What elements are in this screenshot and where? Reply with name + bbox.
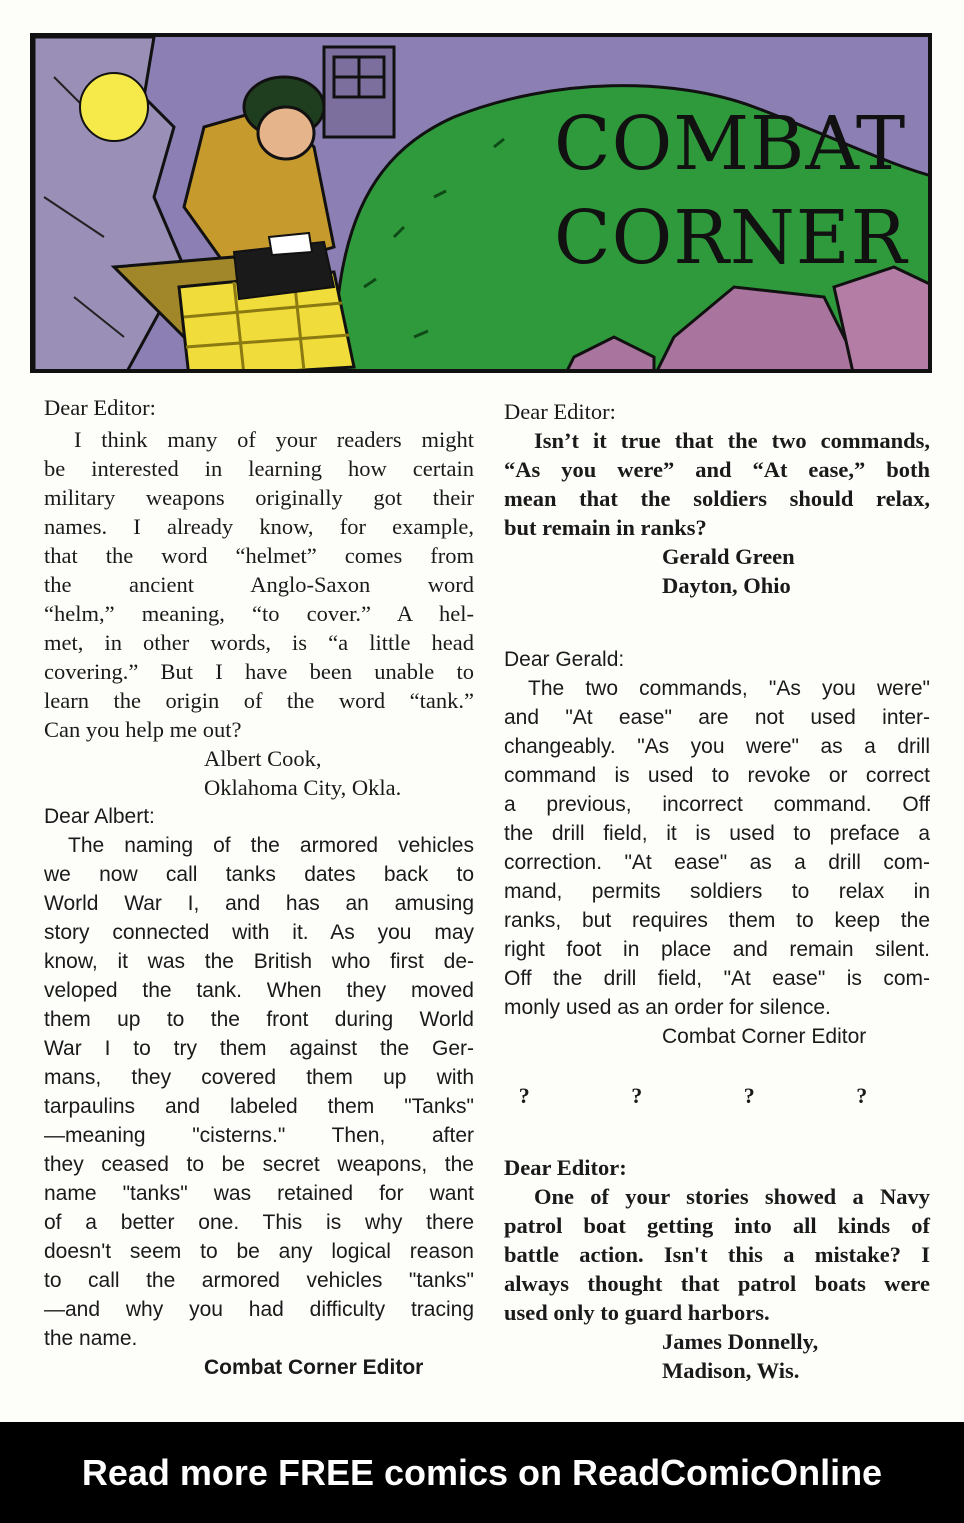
- letter-line: “As you were” and “At ease,” both: [504, 457, 930, 482]
- salutation: Dear Editor:: [504, 1155, 627, 1180]
- reply-line: we now call tanks dates back to: [44, 863, 474, 886]
- reply-line: correction. "At ease" as a drill com-: [504, 851, 930, 874]
- letter-line: I think many of your readers might: [74, 427, 474, 452]
- reply-line: right foot in place and remain silent.: [504, 938, 930, 961]
- reply-line: changeably. "As you were" as a drill: [504, 735, 930, 758]
- signer-city: Oklahoma City, Okla.: [204, 775, 402, 800]
- reply-line: The naming of the armored vehicles: [68, 834, 474, 857]
- reply-line: —meaning "cisterns." Then, after: [44, 1124, 474, 1147]
- reply-line: the drill field, it is used to preface a: [504, 822, 930, 845]
- letter-line: military weapons originally got their: [44, 485, 474, 510]
- reply-line: story connected with it. As you may: [44, 921, 474, 944]
- reply-line: and "At ease" are not used inter-: [504, 706, 930, 729]
- reply-line: tarpaulins and labeled them "Tanks": [44, 1095, 474, 1118]
- letter-line: be interested in learning how certain: [44, 456, 474, 481]
- letter-line: learn the origin of the word “tank.”: [44, 688, 474, 713]
- signer-city: Madison, Wis.: [662, 1358, 800, 1383]
- signer-name: Albert Cook,: [204, 746, 322, 771]
- reply-line: name "tanks" was retained for want: [44, 1182, 474, 1205]
- letter-line: “helm,” meaning, “to cover.” A hel-: [44, 601, 474, 626]
- reply-line: know, it was the British who first de-: [44, 950, 474, 973]
- reply-line: mans, they covered them up with: [44, 1066, 474, 1089]
- title-line-1: COMBAT: [554, 101, 907, 187]
- salutation: Dear Albert:: [44, 805, 155, 828]
- reply-line: doesn't seem to be any logical reason: [44, 1240, 474, 1263]
- editor-signature: Combat Corner Editor: [662, 1025, 867, 1048]
- letter-line: names. I already know, for example,: [44, 514, 474, 539]
- reply-line: Off the drill field, "At ease" is com-: [504, 967, 930, 990]
- reply-line: they ceased to be secret weapons, the: [44, 1153, 474, 1176]
- section-divider: ? ? ? ?: [518, 1083, 916, 1108]
- letter-line: but remain in ranks?: [504, 515, 707, 540]
- promo-footer-banner[interactable]: [0, 1422, 964, 1523]
- title-line-2: CORNER: [554, 195, 908, 281]
- letter-line: covering.” But I have been unable to: [44, 659, 474, 684]
- reply-line: The two commands, "As you were": [528, 677, 930, 700]
- letter-line: battle action. Isn't this a mistake? I: [504, 1242, 930, 1267]
- signer-name: James Donnelly,: [662, 1329, 819, 1354]
- letter-line: that the word “helmet” comes from: [44, 543, 474, 568]
- signer-city: Dayton, Ohio: [662, 573, 791, 598]
- reply-line: them up to the front during World: [44, 1008, 474, 1031]
- reply-line: the name.: [44, 1327, 138, 1350]
- reply-line: mand, permits soldiers to relax in: [504, 880, 930, 903]
- reply-line: of a better one. This is why there: [44, 1211, 474, 1234]
- reply-line: World War I, and has an amusing: [44, 892, 474, 915]
- letter-line: met, in other words, is “a little head: [44, 630, 474, 655]
- reply-line: War I to try them against the Ger-: [44, 1037, 474, 1060]
- letter-line: always thought that patrol boats were: [504, 1271, 930, 1296]
- signer-name: Gerald Green: [662, 544, 795, 569]
- reply-line: to call the armored vehicles "tanks": [44, 1269, 474, 1292]
- editor-signature: Combat Corner Editor: [204, 1356, 424, 1379]
- letter-line: Can you help me out?: [44, 717, 242, 742]
- letter-line: the ancient Anglo-Saxon word: [44, 572, 474, 597]
- letter-line: Isn’t it true that the two commands,: [534, 428, 930, 453]
- reply-line: command is used to revoke or correct: [504, 764, 930, 787]
- reply-line: veloped the tank. When they moved: [44, 979, 474, 1002]
- footer-text[interactable]: Read more FREE comics on ReadComicOnline: [81, 1452, 883, 1493]
- letter-line: mean that the soldiers should relax,: [504, 486, 930, 511]
- explosion-burst: [80, 73, 148, 141]
- reply-line: —and why you had difficulty tracing: [44, 1298, 474, 1321]
- letter-line: patrol boat getting into all kinds of: [504, 1213, 930, 1238]
- salutation: Dear Gerald:: [504, 648, 625, 671]
- letter-line: used only to guard harbors.: [504, 1300, 770, 1325]
- salutation: Dear Editor:: [504, 399, 616, 424]
- salutation: Dear Editor:: [44, 395, 156, 420]
- banner-title: [554, 97, 908, 285]
- reply-line: ranks, but requires them to keep the: [504, 909, 930, 932]
- reply-line: monly used as an order for silence.: [504, 996, 831, 1019]
- reply-line: a previous, incorrect command. Off: [504, 793, 930, 816]
- banner-illustration: [30, 33, 932, 373]
- letter-line: One of your stories showed a Navy: [534, 1184, 930, 1209]
